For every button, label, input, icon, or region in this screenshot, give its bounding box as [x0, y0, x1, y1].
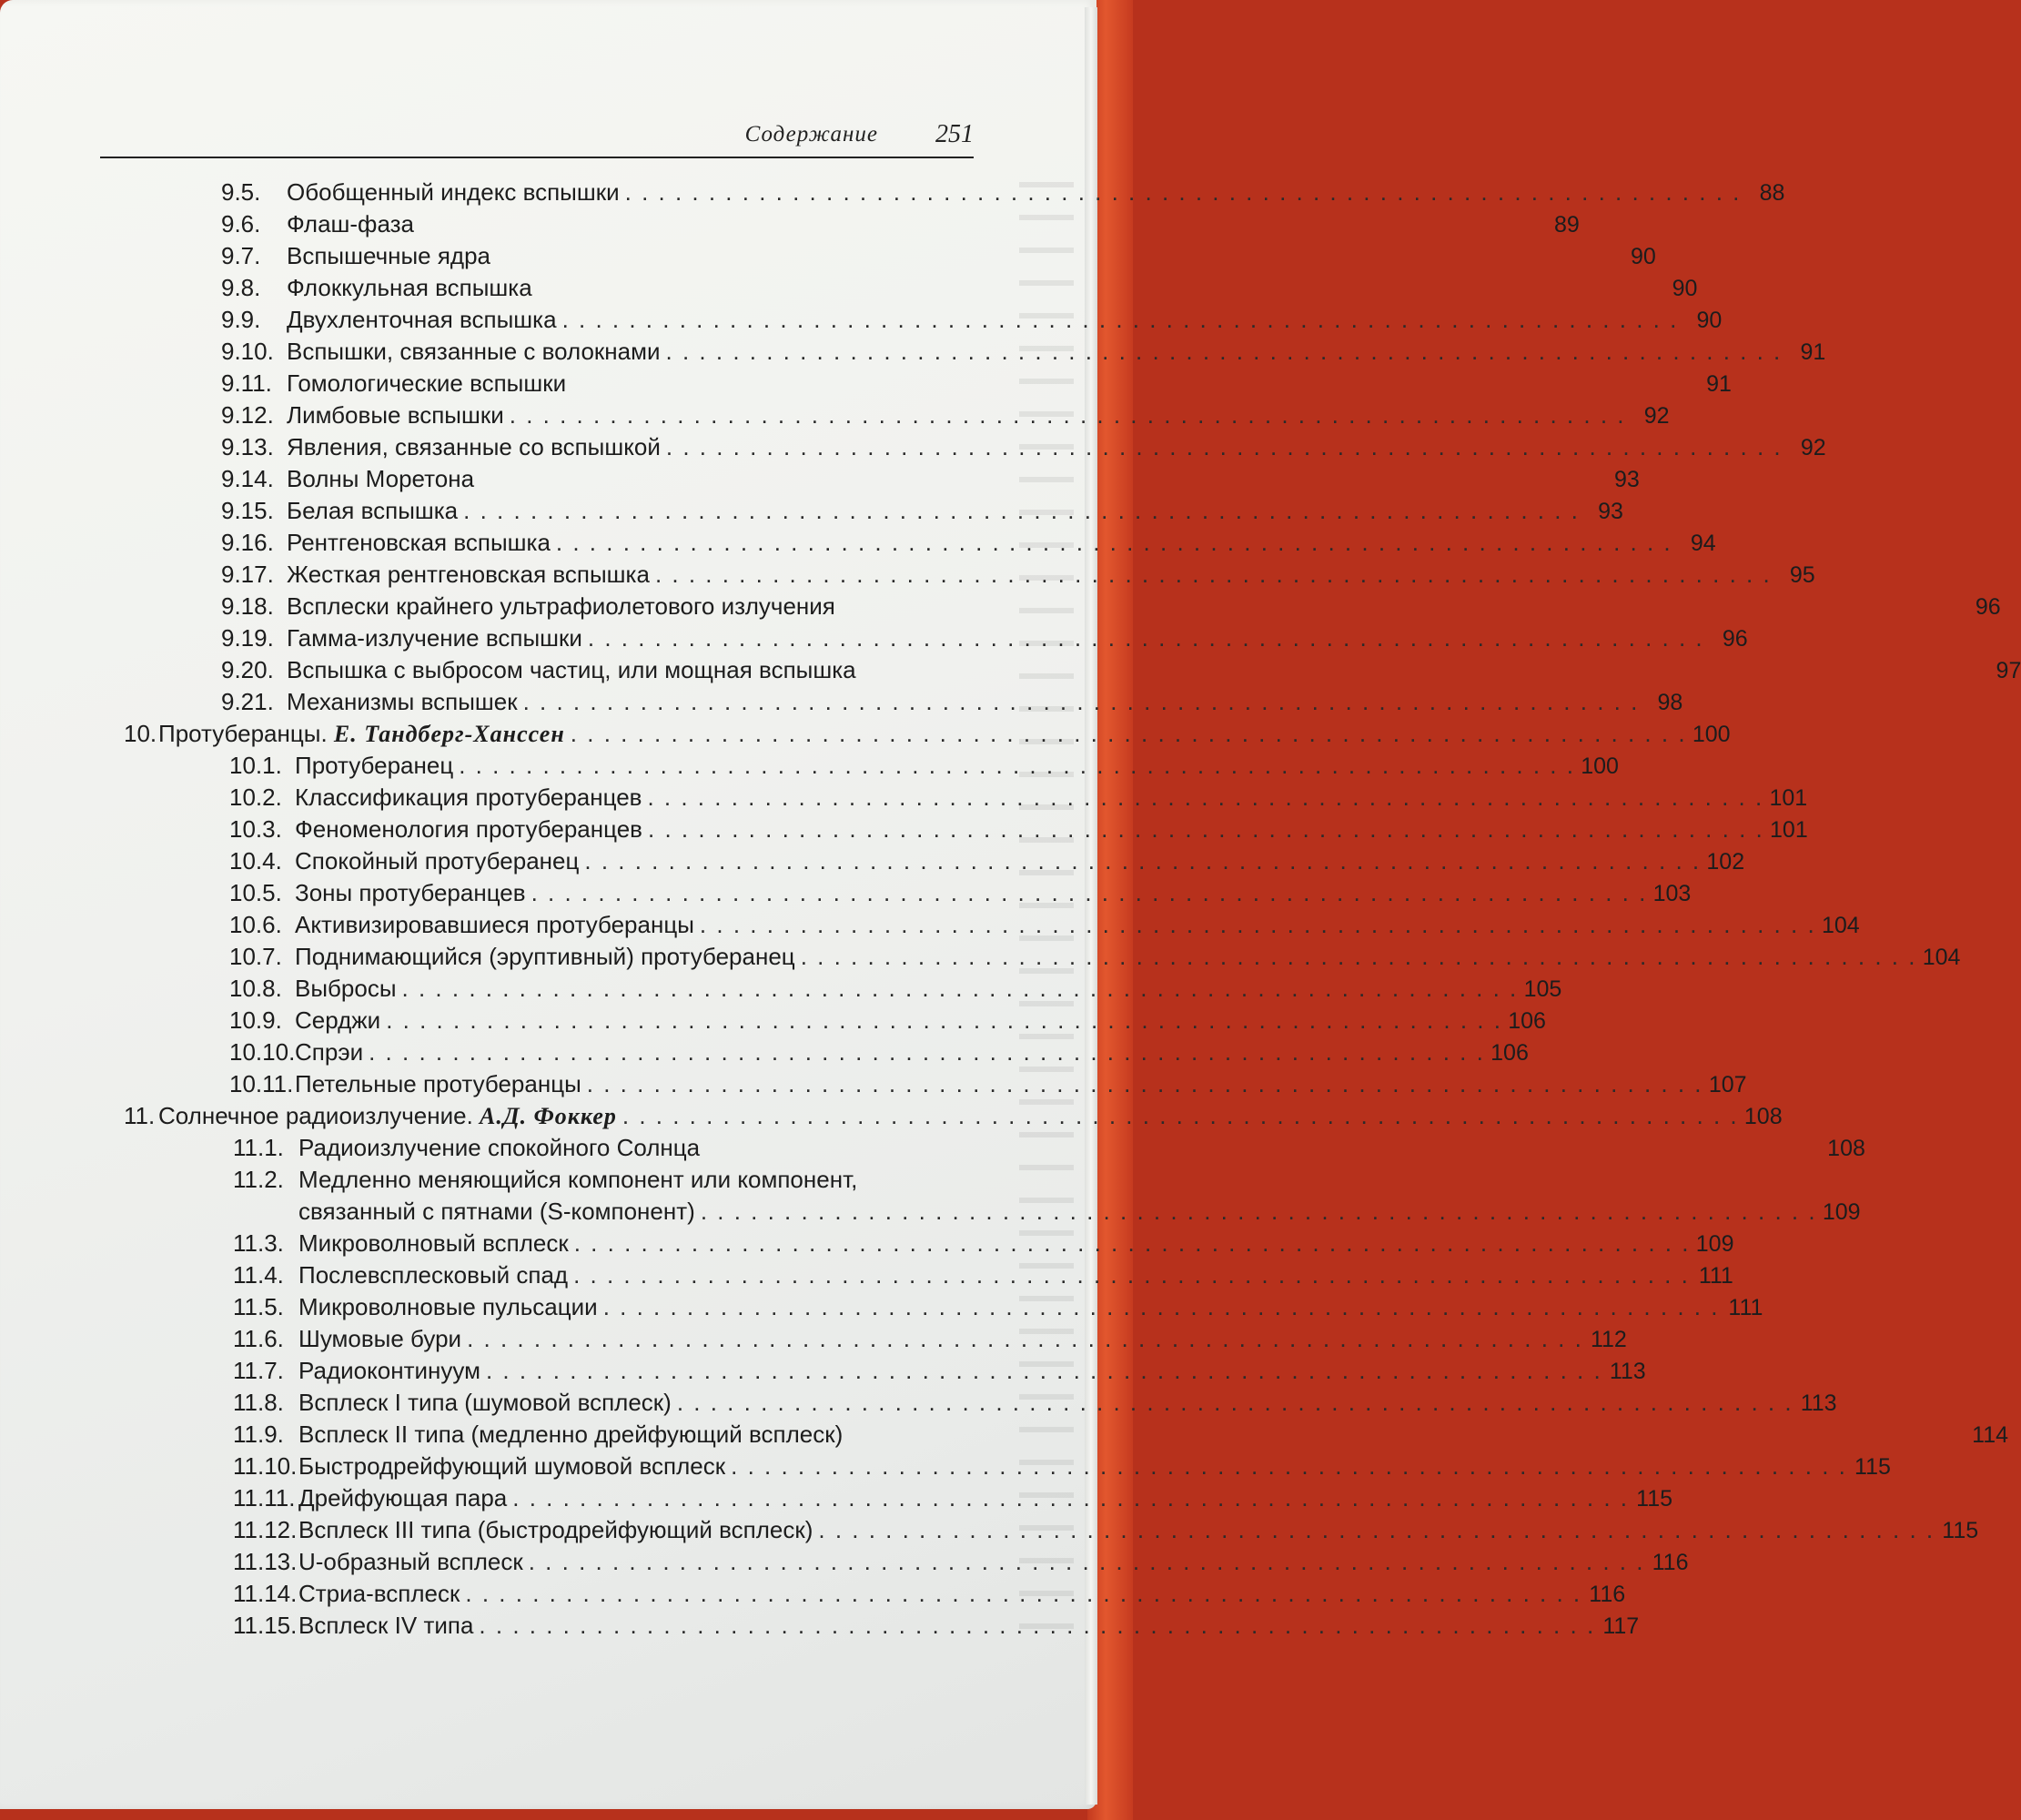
entry-number: 9.15.	[221, 497, 274, 524]
toc-entry	[221, 465, 1640, 496]
leader-dots	[818, 1516, 1935, 1544]
leader-dots	[510, 401, 1626, 430]
entry-number: 9.12.	[221, 401, 274, 429]
leader-dots	[467, 1325, 1583, 1353]
entry-title: Быстродрейфующий шумовой всплеск	[298, 1452, 726, 1480]
toc-entry	[233, 1548, 1689, 1579]
entry-page: 113	[1800, 1390, 1837, 1416]
leader-dots	[588, 624, 1704, 652]
toc-entry	[229, 975, 1562, 1006]
entry-page: 98	[1657, 690, 1683, 715]
entry-page: 96	[1975, 594, 2001, 620]
entry-number: 11.10.	[233, 1452, 298, 1480]
entry-number: 9.14.	[221, 465, 274, 492]
entry-number: 9.5.	[221, 178, 261, 206]
running-title: Содержание	[744, 122, 878, 147]
entry-title: Поднимающийся (эруптивный) протуберанец	[295, 943, 795, 970]
leader-dots	[574, 1229, 1691, 1258]
entry-page: 100	[1692, 722, 1731, 747]
leader-dots	[386, 1006, 1502, 1035]
entry-number: 9.21.	[221, 688, 274, 715]
entry-title: Белая вспышка	[287, 497, 459, 524]
leader-dots	[512, 1484, 1629, 1512]
toc-entry	[221, 497, 1623, 528]
leader-dots	[700, 911, 1816, 939]
entry-number: 10.8.	[229, 975, 282, 1002]
leader-dots	[731, 1452, 1847, 1481]
entry-page: 104	[1821, 913, 1860, 938]
toc-entry	[233, 1261, 1733, 1292]
entry-title: Гомологические вспышки	[287, 369, 567, 397]
entry-page: 90	[1696, 308, 1723, 333]
entry-page: 112	[1590, 1327, 1627, 1352]
entry-title: Дрейфующая пара	[298, 1484, 508, 1512]
chapter-number: 11.	[124, 1102, 156, 1129]
entry-title: Серджи	[295, 1006, 381, 1034]
bleed-through	[1019, 182, 1074, 1638]
toc-entry	[221, 274, 1698, 305]
entry-page: 94	[1690, 531, 1716, 556]
entry-page: 102	[1706, 849, 1745, 875]
toc-entry	[229, 943, 1961, 974]
entry-title: Спокойный протуберанец	[295, 847, 580, 875]
leader-dots	[603, 1293, 1720, 1321]
entry-number: 11.6.	[233, 1325, 284, 1352]
toc-entry	[221, 210, 1580, 241]
entry-number: 11.4.	[233, 1261, 284, 1289]
entry-page: 116	[1589, 1582, 1626, 1607]
leader-dots	[571, 720, 1687, 748]
entry-number: 9.11.	[221, 369, 272, 397]
entry-page: 101	[1770, 817, 1808, 843]
entry-page: 88	[1759, 180, 1785, 206]
toc-entry	[221, 561, 1815, 592]
entry-title: Микроволновый всплеск	[298, 1229, 569, 1257]
entry-title: Жесткая рентгеновская вспышка	[287, 561, 650, 588]
leader-dots	[562, 306, 1679, 334]
entry-title: Спрэи	[295, 1038, 364, 1066]
entry-title: Зоны протуберанцев	[295, 879, 526, 906]
entry-title: U-образный всплеск	[298, 1548, 523, 1575]
toc-entry	[221, 369, 1732, 400]
entry-number: 10.6.	[229, 911, 282, 938]
entry-title: Послевсплесковый спад	[298, 1261, 569, 1289]
entry-number: 9.10.	[221, 338, 274, 365]
entry-number: 10.7.	[229, 943, 282, 970]
leader-dots	[701, 1198, 1817, 1226]
toc-entry	[221, 242, 1656, 273]
entry-page: 107	[1708, 1072, 1747, 1097]
entry-number: 11.13.	[233, 1548, 298, 1575]
entry-page: 106	[1490, 1040, 1529, 1066]
entry-page: 91	[1800, 339, 1826, 365]
toc-entry	[221, 529, 1716, 560]
entry-page: 92	[1800, 435, 1826, 460]
entry-number: 9.9.	[221, 306, 261, 333]
toc-entry	[229, 1038, 1529, 1069]
toc-entry	[229, 847, 1745, 878]
toc-entry	[221, 656, 2021, 687]
entry-number: 11.1.	[233, 1134, 284, 1161]
toc-entry	[229, 1070, 1747, 1101]
leader-dots	[584, 847, 1701, 875]
entry-page: 101	[1769, 785, 1808, 811]
entry-title: Классификация протуберанцев	[295, 784, 642, 811]
chapter-author: А.Д. Фоккер	[480, 1103, 617, 1129]
entry-page: 93	[1613, 467, 1640, 492]
entry-page: 113	[1609, 1359, 1646, 1384]
entry-title: Активизировавшиеся протуберанцы	[295, 911, 694, 938]
entry-page: 109	[1695, 1231, 1734, 1257]
entry-title: Стриа-всплеск	[298, 1580, 460, 1607]
entry-number: 10.5.	[229, 879, 282, 906]
entry-page: 106	[1508, 1008, 1546, 1034]
entry-title: Рентгеновская вспышка	[287, 529, 551, 556]
entry-title: Всплеск I типа (шумовой всплеск)	[298, 1389, 672, 1416]
entry-page: 108	[1743, 1104, 1783, 1129]
entry-title: Медленно меняющийся компонент или компонент,	[298, 1166, 858, 1193]
toc-entry	[221, 592, 2001, 623]
toc-entry	[221, 338, 1826, 369]
entry-number: 10.10.	[229, 1038, 296, 1066]
entry-number: 9.18.	[221, 592, 274, 620]
entry-page: 111	[1698, 1263, 1733, 1289]
leader-dots	[479, 1612, 1595, 1640]
entry-title: Всплески крайнего ультрафиолетового излучения	[287, 592, 835, 620]
chapter-author: Е. Тандберг-Ханссен	[333, 721, 565, 747]
entry-page: 95	[1789, 562, 1815, 588]
entry-number: 9.20.	[221, 656, 274, 683]
entry-number: 9.7.	[221, 242, 261, 269]
toc-entry	[229, 911, 1860, 942]
entry-number: 9.17.	[221, 561, 274, 588]
entry-title: Всплеск II типа (медленно дрейфующий всплеск)	[298, 1421, 844, 1448]
leader-dots	[648, 815, 1764, 844]
leader-dots	[463, 497, 1580, 525]
entry-page: 100	[1581, 753, 1619, 779]
entry-page: 89	[1553, 212, 1580, 238]
entry-title: Протуберанец	[295, 752, 454, 779]
entry-page: 115	[1636, 1486, 1673, 1512]
entry-page: 92	[1643, 403, 1670, 429]
entry-title: Выбросы	[295, 975, 397, 1002]
entry-number: 10.3.	[229, 815, 282, 843]
leader-dots	[587, 1070, 1703, 1098]
toc-entry	[233, 1580, 1626, 1611]
entry-page: 97	[1996, 658, 2021, 683]
chapter-name: Солнечное радиоизлучение.	[158, 1102, 473, 1129]
entry-number: 11.7.	[233, 1357, 284, 1384]
entry-number: 9.6.	[221, 210, 261, 238]
toc-entry	[233, 1612, 1640, 1643]
toc-entry	[221, 306, 1723, 337]
entry-number: 10.4.	[229, 847, 282, 875]
toc-entry	[229, 752, 1619, 783]
entry-title: Флоккульная вспышка	[287, 274, 532, 301]
entry-number: 11.2.	[233, 1166, 284, 1193]
toc-entry-continuation	[233, 1198, 1861, 1228]
entry-number: 9.13.	[221, 433, 274, 460]
entry-page: 90	[1672, 276, 1698, 301]
toc-entry	[221, 401, 1670, 432]
entry-title: Флаш-фаза	[287, 210, 414, 238]
entry-title: Лимбовые вспышки	[287, 401, 504, 429]
entry-title: Гамма-излучение вспышки	[287, 624, 582, 652]
entry-page: 105	[1523, 976, 1562, 1002]
entry-page: 115	[1942, 1518, 1979, 1543]
leader-dots	[459, 752, 1575, 780]
toc-entry	[221, 688, 1683, 719]
leader-dots	[625, 178, 1742, 207]
toc-entry	[233, 1484, 1673, 1515]
entry-page: 96	[1722, 626, 1748, 652]
entry-title: Петельные протуберанцы	[295, 1070, 581, 1097]
entry-title: Всплеск III типа (быстродрейфующий всплеск)	[298, 1516, 813, 1543]
leader-dots	[573, 1261, 1690, 1289]
leader-dots	[523, 688, 1640, 716]
entry-number: 10.1.	[229, 752, 282, 779]
toc-entry	[221, 178, 1785, 209]
toc-entry	[229, 815, 1808, 846]
entry-title: Обобщенный индекс вспышки	[287, 178, 620, 206]
leader-dots	[486, 1357, 1602, 1385]
entry-title: Радиоконтинуум	[298, 1357, 480, 1384]
entry-page: 91	[1706, 371, 1732, 397]
toc-entry	[233, 1325, 1627, 1356]
chapter-title	[158, 720, 565, 748]
entry-page: 109	[1822, 1199, 1861, 1225]
entry-page: 104	[1922, 945, 1961, 970]
entry-number: 11.8.	[233, 1389, 284, 1416]
leader-dots	[655, 561, 1772, 589]
entry-title: Вспышечные ядра	[287, 242, 491, 269]
entry-number: 11.5.	[233, 1293, 284, 1320]
entry-page: 90	[1630, 244, 1656, 269]
entry-title: Двухленточная вспышка	[287, 306, 557, 333]
toc-entry	[233, 1516, 1979, 1547]
entry-title: Микроволновые пульсации	[298, 1293, 598, 1320]
entry-title: Всплеск IV типа	[298, 1612, 474, 1639]
chapter-name: Протуберанцы.	[158, 720, 328, 747]
entry-title: Явления, связанные со вспышкой	[287, 433, 661, 460]
leader-dots	[556, 529, 1672, 557]
toc-entry	[221, 433, 1826, 464]
toc-entry	[233, 1357, 1646, 1388]
entry-number: 9.8.	[221, 274, 261, 301]
entry-number: 11.11.	[233, 1484, 296, 1512]
entry-title: Вспышка с выбросом частиц, или мощная вспышка	[287, 656, 856, 683]
entry-page: 117	[1602, 1613, 1640, 1639]
entry-number: 11.15.	[233, 1612, 298, 1639]
toc-chapter	[124, 720, 1731, 751]
entry-page: 111	[1728, 1295, 1763, 1320]
chapter-title	[158, 1102, 617, 1130]
toc-entry	[229, 879, 1692, 910]
entry-number: 10.11.	[229, 1070, 294, 1097]
entry-title-line2: связанный с пятнами (S-компонент)	[298, 1198, 695, 1225]
leader-dots	[465, 1580, 1581, 1608]
leader-dots	[647, 784, 1763, 812]
toc-entry	[233, 1166, 980, 1197]
entry-title: Волны Моретона	[287, 465, 475, 492]
entry-page: 115	[1854, 1454, 1891, 1480]
chapter-number: 10.	[124, 720, 157, 747]
entry-number: 11.3.	[233, 1229, 284, 1257]
toc-entry	[221, 624, 1748, 655]
entry-page: 93	[1598, 499, 1623, 524]
leader-dots	[677, 1389, 1794, 1417]
leader-dots	[369, 1038, 1485, 1067]
toc-entry	[229, 1006, 1546, 1037]
leader-dots	[529, 1548, 1645, 1576]
entry-number: 11.9.	[233, 1421, 284, 1448]
entry-page: 116	[1652, 1550, 1689, 1575]
entry-number: 10.9.	[229, 1006, 282, 1034]
entry-number: 11.14.	[233, 1580, 298, 1607]
toc-entry	[233, 1421, 2009, 1451]
entry-title: Вспышки, связанные с волокнами	[287, 338, 661, 365]
leader-dots	[402, 975, 1519, 1003]
leader-dots	[666, 433, 1783, 461]
toc-entry	[233, 1293, 1763, 1324]
entry-number: 10.2.	[229, 784, 282, 811]
toc-entry	[233, 1229, 1734, 1260]
leader-dots	[531, 879, 1648, 907]
toc-entry	[233, 1389, 1837, 1420]
toc-entry	[233, 1452, 1891, 1483]
entry-number: 9.19.	[221, 624, 274, 652]
entry-title: Механизмы вспышек	[287, 688, 518, 715]
entry-page: 114	[1972, 1422, 2009, 1448]
entry-number: 9.16.	[221, 529, 274, 556]
running-header	[100, 116, 974, 158]
leader-dots	[801, 943, 1917, 971]
leader-dots	[666, 338, 1783, 366]
entry-title: Шумовые бури	[298, 1325, 462, 1352]
toc-entry	[229, 784, 1808, 814]
page-number: 251	[935, 120, 974, 148]
entry-page: 103	[1652, 881, 1692, 906]
entry-number: 11.12.	[233, 1516, 298, 1543]
entry-title: Радиоизлучение спокойного Солнца	[298, 1134, 701, 1161]
entry-title: Феноменология протуберанцев	[295, 815, 642, 843]
toc-chapter	[124, 1102, 1783, 1133]
entry-page: 108	[1827, 1136, 1865, 1161]
toc-entry	[233, 1134, 1865, 1165]
leader-dots	[622, 1102, 1739, 1130]
